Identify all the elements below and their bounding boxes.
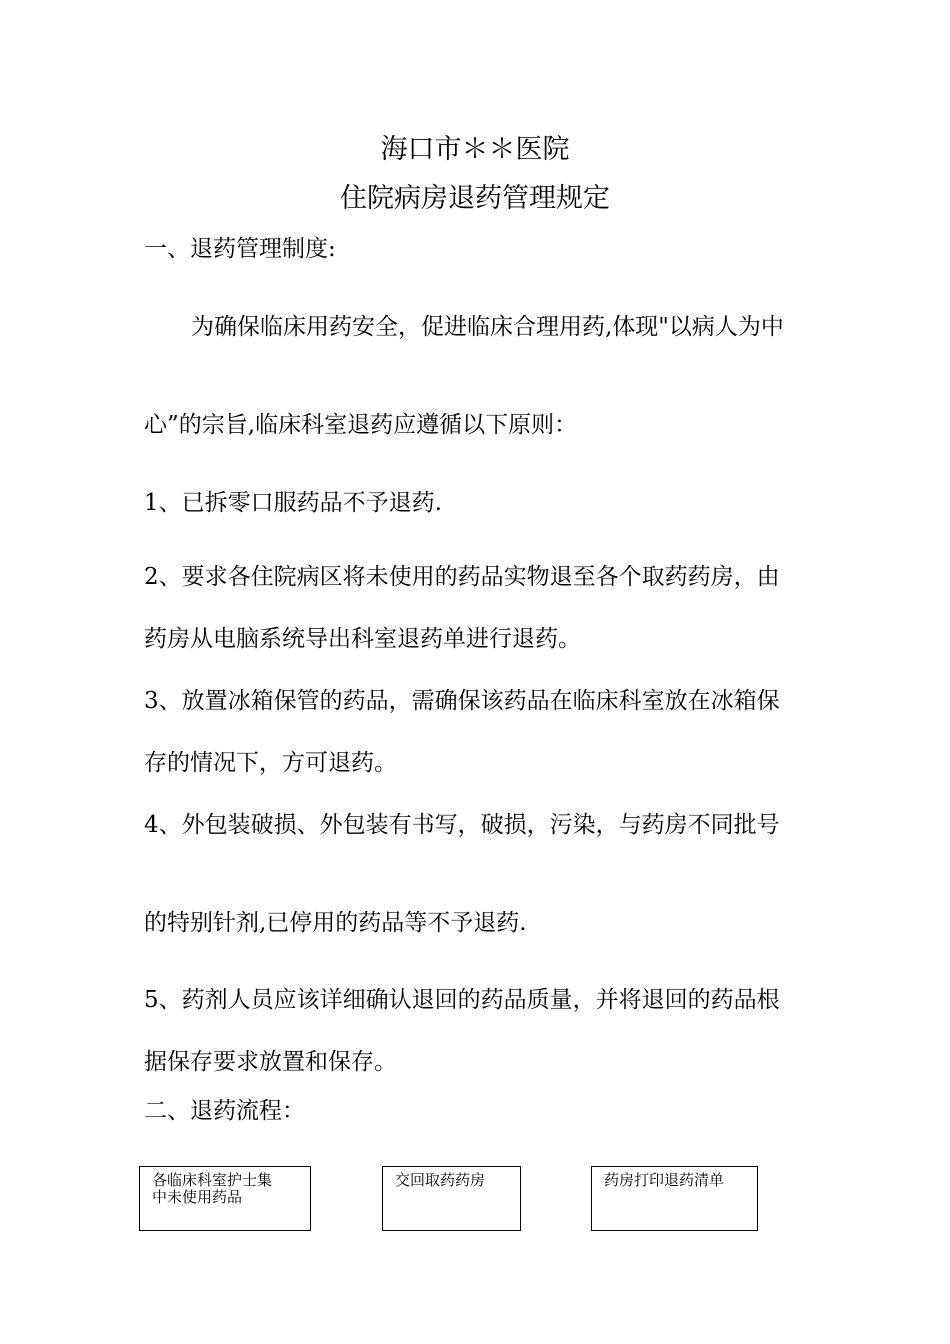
- flow-step-print-line1: 药房打印退药清单: [604, 1171, 725, 1189]
- rule-2-line2: 药房从电脑系统导出科室退药单进行退药。: [144, 626, 581, 652]
- rule-5-line2: 据保存要求放置和保存。: [144, 1049, 397, 1075]
- flow-step-collect-line1: 各临床科室护士集: [152, 1171, 273, 1189]
- rule-3-line2: 存的情况下，方可退药。: [144, 750, 397, 776]
- section-heading-process: 二、退药流程：: [144, 1098, 305, 1124]
- intro-paragraph-line1: 为确保临床用药安全，促进临床合理用药,体现"以病人为中: [191, 314, 784, 340]
- document-title: 住院病房退药管理规定: [340, 183, 610, 214]
- rule-5-line1: 5、药剂人员应该详细确认退回的药品质量，并将退回的药品根: [144, 987, 780, 1013]
- section-heading-policy: 一、退药管理制度:: [144, 236, 336, 262]
- flow-step-collect: [139, 1166, 311, 1231]
- rule-2-line1: 2、要求各住院病区将未使用的药品实物退至各个取药药房，由: [144, 564, 780, 590]
- flow-step-print: [591, 1166, 758, 1231]
- flow-step-collect-line2: 中未使用药品: [152, 1188, 243, 1206]
- flow-step-return: [382, 1166, 521, 1231]
- rule-3-line1: 3、放置冰箱保管的药品，需确保该药品在临床科室放在冰箱保: [144, 688, 780, 714]
- hospital-name: 海口市＊＊医院: [380, 134, 570, 165]
- rule-4-line2: 的特别针剂,已停用的药品等不予退药.: [144, 910, 527, 936]
- flow-step-return-line1: 交回取药药房: [395, 1171, 486, 1189]
- rule-1: 1、已拆零口服药品不予退药.: [144, 490, 442, 516]
- intro-paragraph-line2: 心”的宗旨,临床科室退药应遵循以下原则：: [144, 412, 578, 438]
- rule-4-line1: 4、外包装破损、外包装有书写，破损，污染，与药房不同批号: [144, 812, 780, 838]
